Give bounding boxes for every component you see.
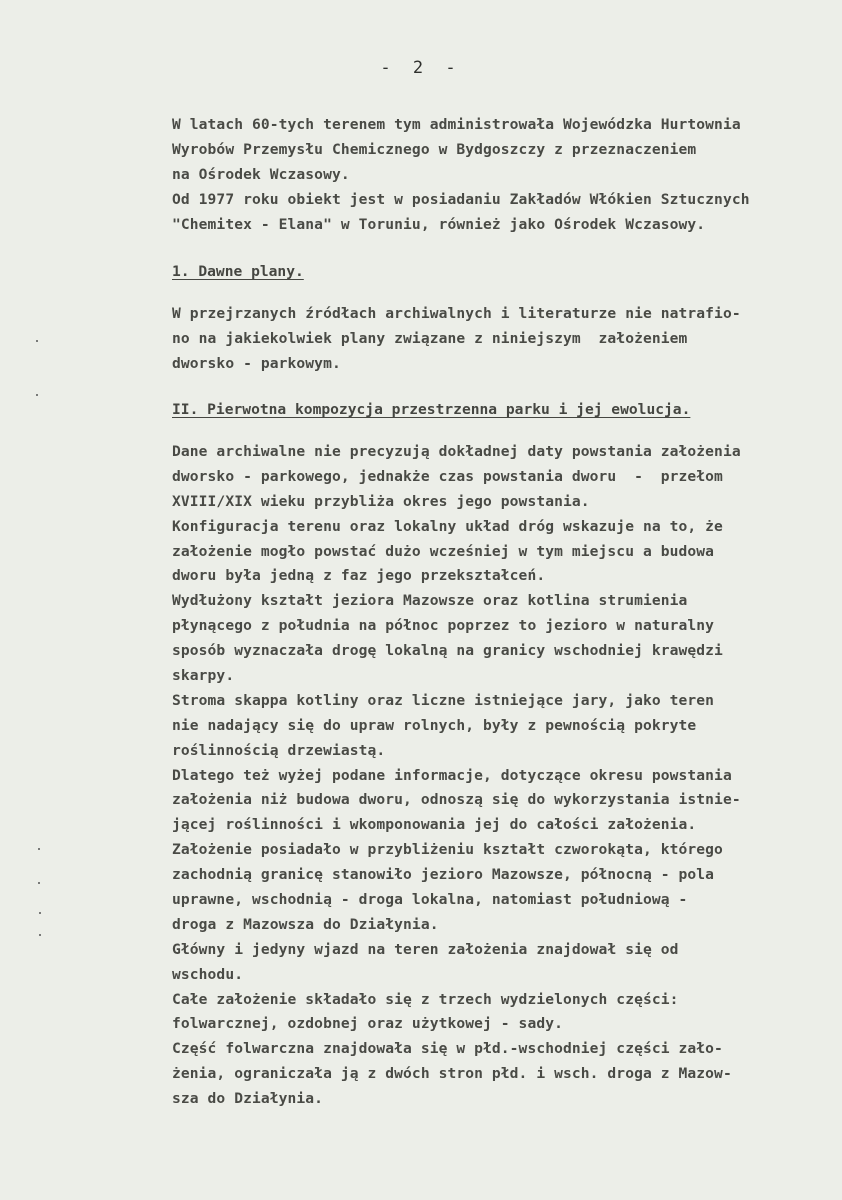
- scan-speck: [38, 848, 40, 850]
- paragraph-composition: [172, 440, 741, 1112]
- text-line: droga z Mazowsza do Działynia.: [172, 915, 439, 933]
- text-line: zachodnią granicę stanowiło jezioro Mazowsze, północną - pola: [172, 866, 715, 884]
- text-line: założenie mogło powstać dużo wcześniej w tym miejscu a budowa: [172, 542, 715, 560]
- text-line: na Ośrodek Wczasowy.: [172, 165, 350, 183]
- text-line: dworsko - parkowego, jednakże czas powstania dworu - przełom: [172, 467, 723, 485]
- scan-speck: [39, 934, 41, 936]
- text-line: płynącego z południa na północ poprzez to jezioro w naturalny: [172, 617, 715, 635]
- text-line: sza do Działynia.: [172, 1090, 324, 1108]
- paragraph-intro: [172, 113, 750, 237]
- text-line: Stroma skappa kotliny oraz liczne istniejące jary, jako teren: [172, 691, 715, 709]
- section-heading-1: 1. Dawne plany.: [172, 263, 304, 280]
- scan-speck: [38, 882, 40, 884]
- text-line: założenia niż budowa dworu, odnoszą się do wykorzystania istnie-: [172, 791, 741, 809]
- scan-speck: [36, 340, 38, 342]
- text-line: folwarcznej, ozdobnej oraz użytkowej - sady.: [172, 1015, 563, 1033]
- text-line: Wyrobów Przemysłu Chemicznego w Bydgoszczy z przeznaczeniem: [172, 140, 697, 158]
- text-line: W latach 60-tych terenem tym administrowała Wojewódzka Hurtownia: [172, 116, 741, 133]
- text-line: Konfiguracja terenu oraz lokalny układ dróg wskazuje na to, że: [172, 517, 723, 535]
- text-line: dworu była jedną z faz jego przekształceń.: [172, 567, 546, 585]
- text-line: dworsko - parkowym.: [172, 354, 341, 372]
- text-line: sposób wyznaczała drogę lokalną na granicy wschodniej krawędzi: [172, 642, 723, 660]
- text-line: Całe założenie składało się z trzech wydzielonych części:: [172, 990, 679, 1008]
- text-line: Założenie posiadało w przybliżeniu kształt czworokąta, którego: [172, 841, 723, 859]
- text-line: Wydłużony kształt jeziora Mazowsze oraz kotlina strumienia: [172, 592, 688, 610]
- text-line: no na jakiekolwiek plany związane z niniejszym założeniem: [172, 329, 688, 347]
- text-line: Główny i jedyny wjazd na teren założenia znajdował się od: [172, 940, 679, 958]
- text-line: skarpy.: [172, 667, 235, 685]
- paragraph-old-plans: [172, 302, 741, 377]
- text-line: jącej roślinności i wkomponowania jej do całości założenia.: [172, 816, 697, 834]
- page-number: - 2 -: [380, 58, 462, 78]
- text-line: uprawne, wschodnią - droga lokalna, natomiast południową -: [172, 891, 688, 909]
- text-line: Część folwarczna znajdowała się w płd.-wschodniej części zało-: [172, 1040, 723, 1058]
- scan-speck: [36, 394, 38, 396]
- text-line: XVIII/XIX wieku przybliża okres jego powstania.: [172, 492, 590, 510]
- scan-speck: [39, 912, 41, 914]
- text-line: Dane archiwalne nie precyzują dokładnej daty powstania założenia: [172, 443, 741, 460]
- text-line: Dlatego też wyżej podane informacje, dotyczące okresu powstania: [172, 766, 732, 784]
- text-line: wschodu.: [172, 965, 244, 983]
- text-line: żenia, ograniczała ją z dwóch stron płd. i wsch. droga z Mazow-: [172, 1065, 732, 1083]
- text-line: Od 1977 roku obiekt jest w posiadaniu Zakładów Włókien Sztucznych: [172, 190, 750, 208]
- text-line: W przejrzanych źródłach archiwalnych i literaturze nie natrafio-: [172, 305, 741, 322]
- text-line: "Chemitex - Elana" w Toruniu, również jako Ośrodek Wczasowy.: [172, 215, 706, 233]
- section-heading-2: II. Pierwotna kompozycja przestrzenna parku i jej ewolucja.: [172, 401, 691, 418]
- text-line: nie nadający się do upraw rolnych, były z pewnością pokryte: [172, 716, 697, 734]
- text-line: roślinnością drzewiastą.: [172, 741, 386, 759]
